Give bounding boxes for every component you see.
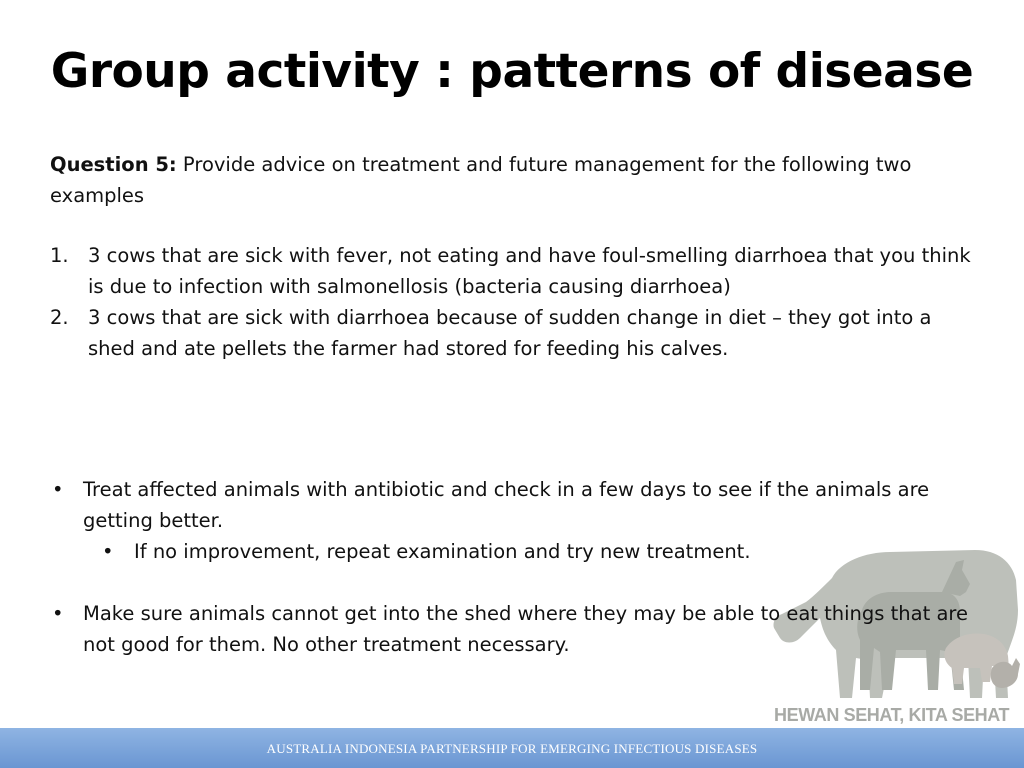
question-body: Provide advice on treatment and future management for the following two examples	[50, 153, 912, 207]
answer-item	[50, 598, 985, 660]
slide-title: Group activity : patterns of disease	[50, 44, 974, 99]
list-marker: 1.	[50, 244, 69, 267]
example-item	[50, 302, 975, 364]
brand-logo-text: HEWAN SEHAT, KITA SEHAT	[774, 705, 1010, 725]
example-text: 3 cows that are sick with fever, not eating and have foul-smelling diarrhoea that you think is due to infection with salmonellosis (bacteria causing diarrhoea)	[88, 244, 971, 298]
spacer	[50, 567, 985, 598]
answer-sub-item	[50, 536, 985, 567]
answer-text: Make sure animals cannot get into the shed where they may be able to eat things that are not good for them. No other treatment necessary.	[83, 602, 968, 656]
answer-item	[50, 474, 985, 536]
footer-bar	[0, 728, 1024, 768]
footer-text: AUSTRALIA INDONESIA PARTNERSHIP FOR EMERGING INFECTIOUS DISEASES	[266, 741, 758, 756]
bullet-icon: •	[52, 478, 64, 501]
answers-list	[50, 474, 985, 660]
bullet-icon: •	[102, 540, 114, 563]
question-text	[50, 149, 970, 211]
answer-text: Treat affected animals with antibiotic and check in a few days to see if the animals are getting better.	[83, 478, 930, 532]
examples-list	[50, 240, 975, 364]
list-marker: 2.	[50, 306, 69, 329]
question-label: Question 5:	[50, 153, 177, 176]
example-item	[50, 240, 975, 302]
example-text: 3 cows that are sick with diarrhoea because of sudden change in diet – they got into a shed and ate pellets the farmer had stored for feeding his calves.	[88, 306, 932, 360]
bullet-icon: •	[52, 602, 64, 625]
answer-sub-text: If no improvement, repeat examination and try new treatment.	[134, 540, 751, 563]
